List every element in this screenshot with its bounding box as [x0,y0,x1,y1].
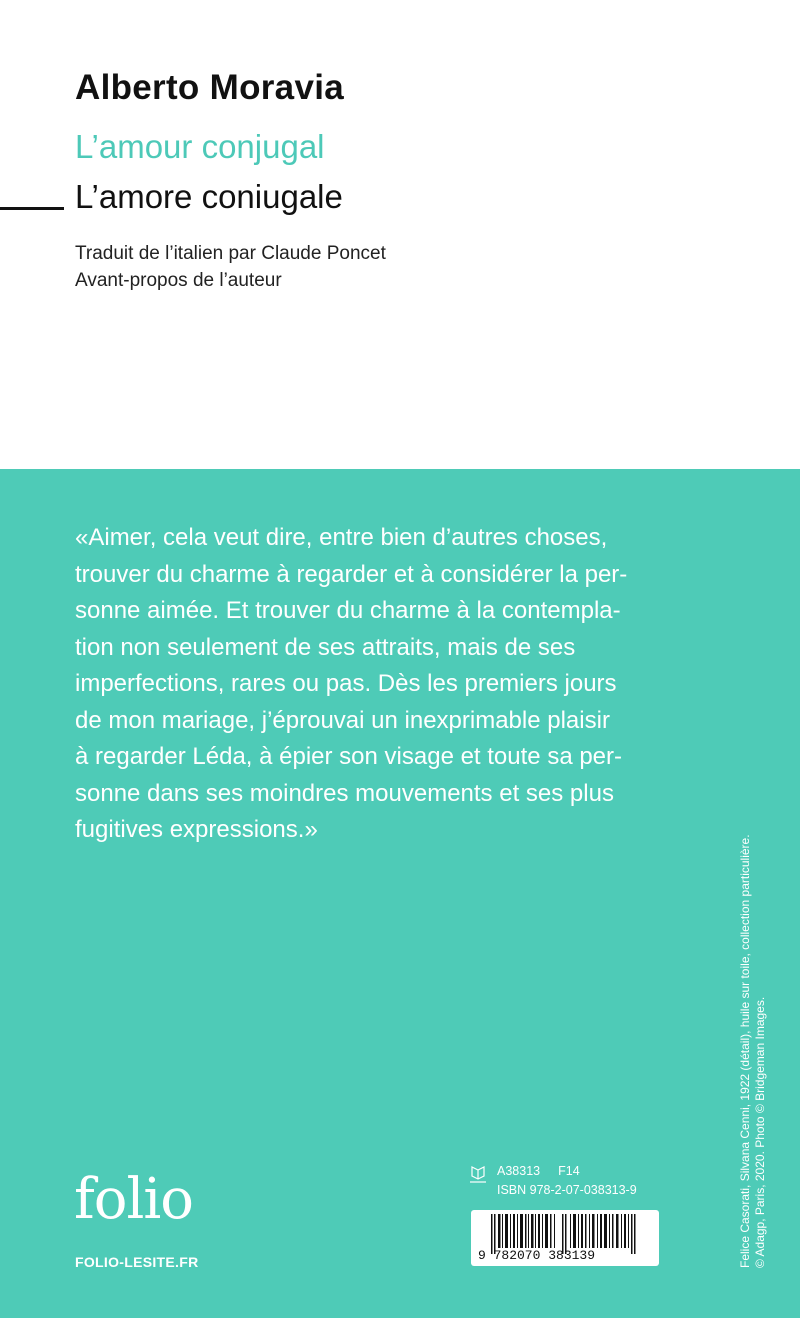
quote-line: sonne dans ses moindres mouvements et ses plus [75,779,614,807]
quote-line: fugitives expressions.» [75,816,318,843]
book-code-icon [469,1165,487,1185]
reference-number: A38313 [497,1164,541,1178]
cover-credit-line: Felice Casorati, Silvana Cenni, 1922 (détail), huile sur toile, collection particulière. [738,834,752,1268]
quote-line: imperfections, rares ou pas. Dès les premiers jours [75,670,617,697]
cover-credit-line: © Adagp, Paris, 2020. Photo © Bridgeman Images. [753,996,767,1268]
foreword-credit: Avant-propos de l’auteur [75,270,282,291]
quote-line: tion non seulement de ses attraits, mais de ses [75,633,576,661]
isbn-number: ISBN 978-2-07-038313-9 [497,1183,637,1197]
cover-image-credit [738,728,768,1268]
publisher-website: FOLIO-LESITE.FR [75,1254,199,1270]
quote-line: à regarder Léda, à épier son visage et toute sa per- [75,743,623,770]
translation-credit: Traduit de l’italien par Claude Poncet [75,243,386,264]
quote-line: sonne aimée. Et trouver du charme à la contempla- [75,597,621,624]
quote-line: trouver du charme à regarder et à considérer la per- [75,560,628,588]
price-code: F14 [558,1164,580,1178]
title-italian: L’amore coniugale [75,178,343,215]
barcode-digits: 9 782070 383139 [478,1248,596,1263]
blurb-quote [75,520,675,849]
title-rule [0,207,64,210]
reference-codes [497,1164,580,1178]
title-french: L’amour conjugal [75,128,325,165]
quote-line: de mon mariage, j’éprouvai un inexprimable plaisir [75,706,610,734]
barcode [471,1210,659,1266]
quote-line: «Aimer, cela veut dire, entre bien d’autres choses, [75,524,608,551]
folio-logo: folio [74,1167,193,1232]
header-panel [0,0,800,469]
author-name: Alberto Moravia [75,68,344,107]
